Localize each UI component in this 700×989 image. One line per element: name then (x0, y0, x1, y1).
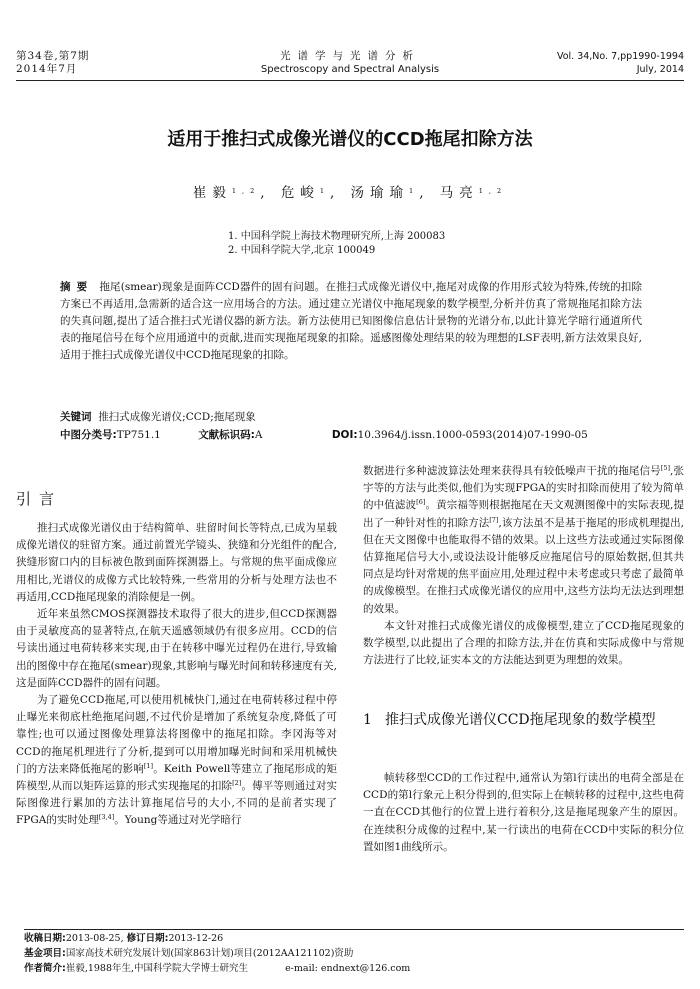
doc-code-label: 文献标识码: (198, 429, 255, 441)
affiliation-1: 1. 中国科学院上海技术物理研究所,上海 200083 (228, 231, 446, 242)
citation: [3,4] (98, 813, 115, 822)
intro-paragraph-3: 为了避免CCD拖尾,可以使用机械快门,通过在电荷转移过程中停止曝光来彻底杜绝拖尾问题,不过代价是增加了系统复杂度,降低了可靠性;也可以通过图像处理算法将图像中的拖尾扣除。李冈海等对CCD的拖尾机理进行了分析,提到可以用增加曝光时间和采用机械快门的方法来降低拖尾的影响[1]。Keith Powell等建立了拖尾形成的矩阵模型,从而以矩阵运算的形式实现拖尾的扣除[2]。傅平等则通过对实际图像进行累加的方法计算拖尾信号的大小,不同的是前者实现了FPGA的实时处理[3,4]。Young等通过对光学暗行 (16, 694, 337, 827)
author-list (0, 181, 700, 201)
author: 汤瑜瑜$^1$, (350, 185, 430, 201)
intro-paragraph-4: 本文针对推扫式成像光谱仪的成像模型,建立了CCD拖尾现象的数学模型,以此提出了合理的扣除方法,并在仿真和实际成像中与常规方法进行了比较,证实本文的方法能达到更为理想的效果。 (363, 619, 684, 667)
left-column (16, 520, 337, 830)
right-column-bottom (363, 770, 684, 856)
citation: [1] (143, 761, 154, 770)
journal-name-en: Spectroscopy and Spectral Analysis (260, 64, 440, 75)
section-1-paragraph-1: 帧转移型CCD的工作过程中,通常认为第l行读出的电荷全部是在CCD的第l行象元上积分得到的,但实际上在帧转移的过程中,这些电荷一直在CCD其他行的位置上进行着积分,这是拖尾现象产生的原因。在连续积分成像的过程中,某一行读出的电荷在CCD中实际的积分位置如图1曲线所示。 (363, 772, 684, 853)
citation: [6] (416, 498, 426, 507)
keywords-label: 关键词 (60, 411, 92, 423)
volume-cn: 第34卷,第7期 (16, 50, 90, 62)
citation: [2] (232, 779, 242, 788)
date-en: July, 2014 (636, 64, 684, 75)
abstract (60, 279, 642, 364)
doi-value: 10.3964/j.issn.1000-0593(2014)07-1990-05 (357, 429, 588, 441)
keywords-text: 推扫式成像光谱仪;CCD;拖尾现象 (98, 411, 256, 423)
intro-paragraph-3-cont: 数据进行多种滤波算法处理来获得具有较低噪声干扰的拖尾信号[5],张宇等的方法与此类似,他们为实现FPGA的实时扣除而使用了较为简单的中值滤波[6]。黄宗福等则根据拖尾在天文观测图像中的实际表现,提出了一种针对性的扣除方法[7],该方法虽不是基于拖尾的形成机理提出,但在天文图像中也能取得不错的效果。以上这些方法或通过实际图像估算拖尾信号大小,或设法设计能够反应拖尾信号的原始数据,但其共同点是均针对常规的焦平面应用,处理过程中未考虑或只考虑了最简单的成像模型。在推扫式成像光谱仪的应用中,这些方法均无法达到理想的效果。 (363, 464, 685, 615)
affiliation-2: 2. 中国科学院大学,北京 100049 (228, 245, 376, 256)
journal-name-cn: 光谱学与光谱分析 (280, 50, 420, 62)
paper-title: 适用于推扫式成像光谱仪的CCD拖尾扣除方法 (167, 129, 533, 150)
intro-paragraph-2: 近年来虽然CMOS探测器技术取得了很大的进步,但CCD探测器由于灵敏度高的显著特点,在航天遥感领域仍有很多应用。CCD的信号读出通过电荷转移来实现,由于在转移中曝光过程仍在进行,导致输出的图像中存在拖尾(smear)现象,其影响与曝光时间和转移速度有关,这是面阵CCD器件的固有问题。 (16, 608, 337, 689)
doc-code-value: A (254, 429, 263, 441)
header-right (557, 50, 684, 76)
clc-label: 中图分类号: (60, 429, 117, 441)
volume-en: Vol. 34,No. 7,pp1990-1994 (556, 51, 684, 62)
author-bio: 作者简介:崔毅,1988年生,中国科学院大学博士研究生 e-mail: endnext@126.com (24, 963, 411, 974)
section-1-heading (363, 709, 684, 731)
author: 危峻$^1$, (280, 185, 341, 201)
section-number: 1 (363, 712, 372, 728)
abstract-text: 拖尾(smear)现象是面阵CCD器件的固有问题。在推扫式成像光谱仪中,拖尾对成像的作用形式较为特殊,传统的扣除方案已不再适用,急需新的适合这一应用场合的方法。通过建立光谱仪中拖尾现象的数学模型,分析并仿真了常规拖尾扣除方法的失真问题,提出了适合推扫式光谱仪器的新方法。新方法使用已知图像信息估计景物的光谱分布,以此计算光学暗行通道所代表的拖尾信号在每个应用通道中的贡献,进而实现拖尾现象的扣除。遥感图像处理结果的较为理想的LSF表明,新方法效果良好,适用于推扫式成像光谱仪中CCD拖尾现象的扣除。 (60, 281, 642, 361)
right-column-top (363, 463, 684, 669)
author: 马亮$^{1,2}$ (439, 185, 508, 201)
author-email: e-mail: endnext@126.com (285, 963, 411, 974)
classification (60, 427, 642, 444)
date-cn: 2014年7月 (16, 63, 78, 75)
abstract-label: 摘要 (60, 281, 94, 293)
clc-value: TP751.1 (116, 429, 161, 441)
running-header (16, 50, 684, 82)
intro-paragraph-1: 推扫式成像光谱仪由于结构简单、驻留时间长等特点,已成为星载成像光谱仪的驻留方案。通过前置光学镜头、狭缝和分光组件的配合,狭缝形窗口内的目标被色散到面阵探测器上。与常规的焦平面成像应用相比,光谱仪的成像方式比较特殊,一些常用的分析与处理方法也不再适用,CCD拖尾现象的消除便是一例。 (16, 522, 337, 603)
doi-label: DOI: (331, 429, 358, 441)
citation: [5] (660, 464, 671, 472)
funding: 基金项目:国家高技术研究发展计划(国家863计划)项目(2012AA121102)资助 (24, 948, 354, 959)
section-title: 推扫式成像光谱仪CCD拖尾现象的数学模型 (385, 712, 656, 728)
footnote-rule (24, 929, 684, 930)
author: 崔毅$^{1,2}$, (192, 185, 271, 201)
header-rule (16, 80, 684, 81)
received-dates: 收稿日期:2013-08-25, 修订日期:2013-12-26 (24, 933, 224, 944)
keywords (60, 409, 256, 426)
intro-heading: 引言 (16, 490, 63, 508)
citation: [7] (489, 515, 499, 524)
